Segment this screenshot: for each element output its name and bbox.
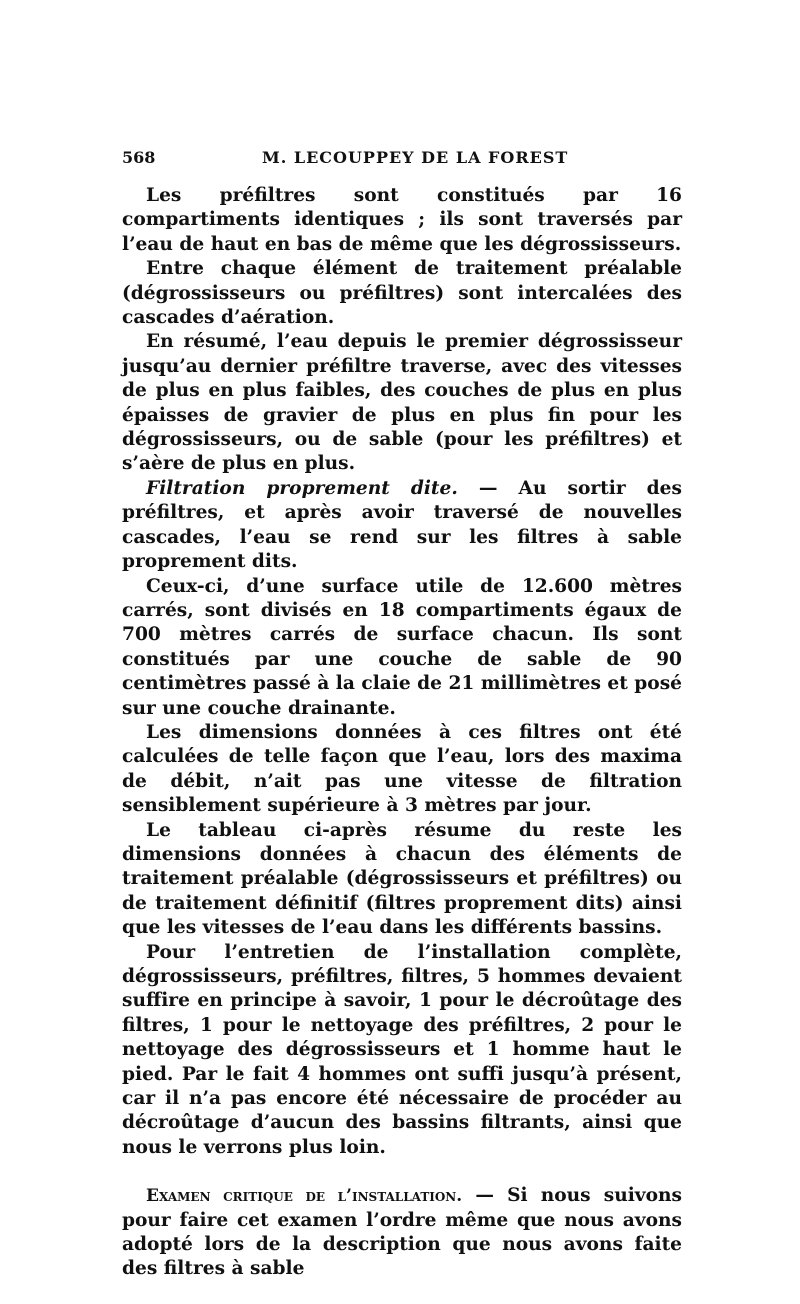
filtration-lead: Filtration proprement dite. bbox=[146, 477, 458, 499]
page-number: 568 bbox=[122, 148, 156, 167]
page-header bbox=[122, 148, 682, 172]
running-title: M. LECOUPPEY DE LA FOREST bbox=[262, 148, 569, 167]
filtration-text: — Au sortir des préfiltres, et après avoir traversé de nouvelles cascades, l’eau se rend sur les filtres à sable proprement dits. bbox=[122, 477, 682, 573]
paragraph-entretien: Pour l’entretien de l’installation complète, dégrossisseurs, préfiltres, filtres, 5 hommes devaient suffire en principe à savoir, 1 pour le décroûtage des filtres, 1 pour le nettoyage des préfiltres, 2 pour le nettoyage des dégrossisseurs et 1 homme haut le pied. Par le fait 4 hommes ont suffi jusqu’à présent, car il n’a pas encore été nécessaire de procéder au décroûtage d’aucun des bassins filtrants, ainsi que nous le verrons plus loin. bbox=[122, 941, 682, 1158]
paragraph-resume: En résumé, l’eau depuis le premier dégrossisseur jusqu’au dernier préfiltre traverse, avec des vitesses de plus en plus faibles, des couches de plus en plus épaisses de gravier de plus en plus fin pour les dégrossisseurs, ou de sable (pour les préfiltres) et s’aère de plus en plus. bbox=[122, 331, 682, 475]
paragraph-dimensions: Les dimensions données à ces filtres ont été calculées de telle façon que l’eau, lors des maxima de débit, n’ait pas une vitesse de filtration sensiblement supérieure à 3 mètres par jour. bbox=[122, 721, 682, 817]
paragraph-tableau: Le tableau ci-après résume du reste les dimensions données à chacun des éléments de traitement préalable (dégrossisseurs et préfiltres) ou de traitement définitif (filtres proprement dits) ainsi que les vitesses de l’eau dans les différents bassins. bbox=[122, 819, 682, 939]
paragraph-cascades: Entre chaque élément de traitement préalable (dégrossisseurs ou préfiltres) sont intercalées des cascades d’aération. bbox=[122, 258, 682, 329]
section-text: — Si nous suivons pour faire cet examen l’ordre même que nous avons adopté lors de la description que nous avons faite des filtres à sable bbox=[122, 1185, 682, 1280]
section-heading: Examen critique de l’installation. bbox=[146, 1186, 463, 1207]
section-examen bbox=[122, 1184, 682, 1282]
paragraph-filtration bbox=[122, 477, 682, 575]
paragraph-prefiltres: Les préfiltres sont constitués par 16 compartiments identiques ; ils sont traversés par l’eau de haut en bas de même que les dégrossisseurs. bbox=[122, 185, 682, 255]
paragraph-surface: Ceux-ci, d’une surface utile de 12.600 mètres carrés, sont divisés en 18 compartiments égaux de 700 mètres carrés de surface chacun. Ils sont constitués par une couche de sable de 90 centimètres passé à la claie de 21 millimètres et posé sur une couche drainante. bbox=[122, 575, 683, 719]
body-text bbox=[122, 184, 682, 1282]
